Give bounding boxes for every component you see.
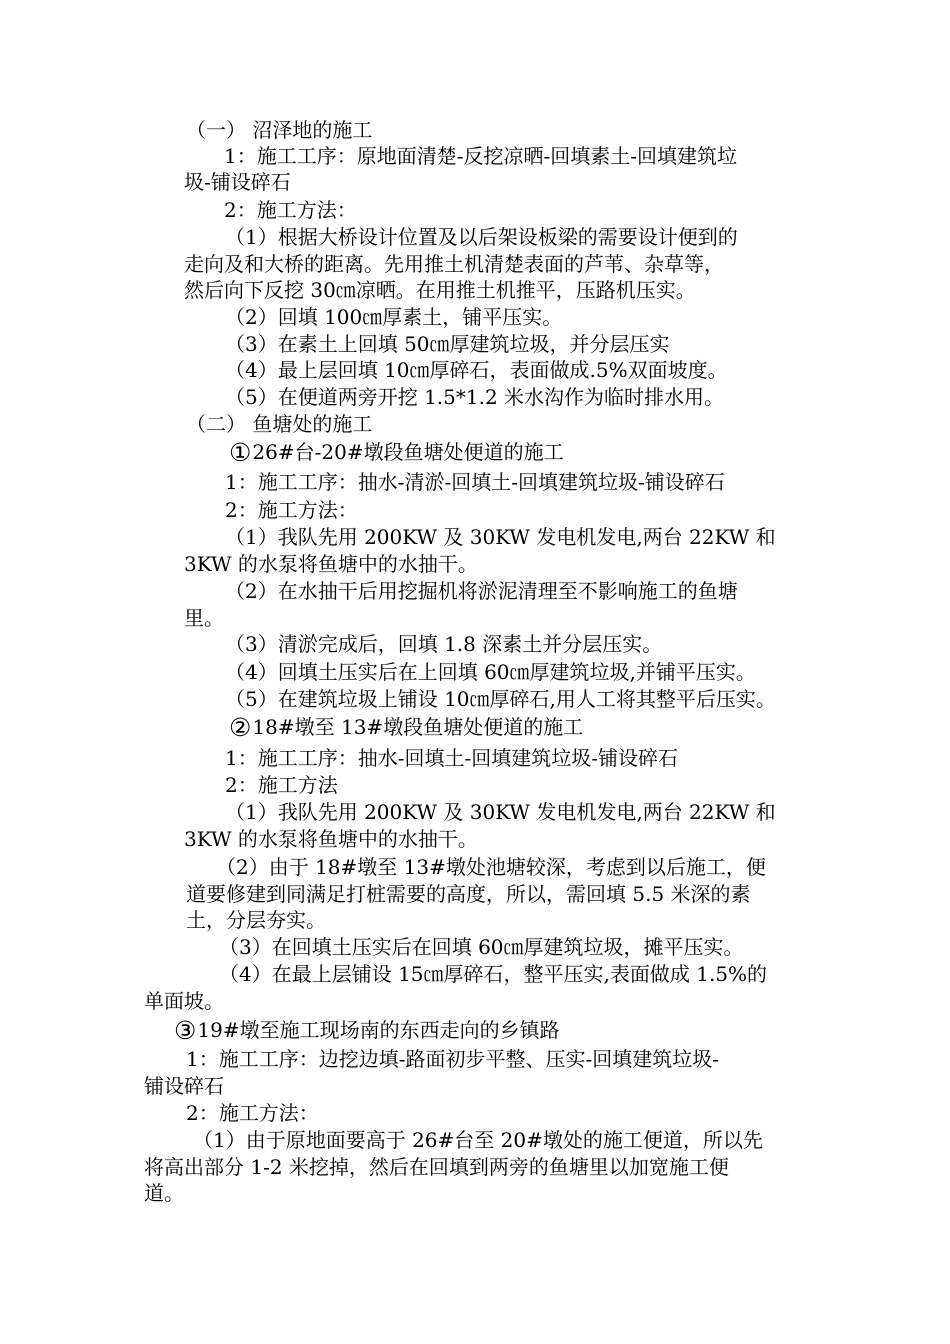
paragraph-line: 圾-铺设碎石 — [184, 170, 291, 194]
paragraph-line: 道要修建到同满足打桩需要的高度，所以，需回填 5.5 米深的素 — [186, 882, 751, 906]
paragraph-line: 铺设碎石 — [144, 1074, 224, 1098]
paragraph-line: （5）在建筑垃圾上铺设 10㎝厚碎石,用人工将其整平后压实。 — [225, 687, 776, 711]
paragraph-line: （3）在素土上回填 50㎝厚建筑垃圾，并分层压实 — [225, 332, 670, 356]
paragraph-line: 1：施工工序：原地面清楚-反挖凉晒-回填素土-回填建筑垃 — [224, 144, 737, 168]
paragraph-line: （4）回填土压实后在上回填 60㎝厚建筑垃圾,并铺平压实。 — [225, 660, 756, 684]
paragraph-line: （3）清淤完成后，回填 1.8 深素土并分层压实。 — [225, 632, 663, 656]
paragraph-line: 1：施工工序：边挖边填-路面初步平整、压实-回填建筑垃圾- — [186, 1047, 719, 1071]
paragraph-line: 3KW 的水泵将鱼塘中的水抽干。 — [184, 827, 478, 851]
paragraph-line: （1）由于原地面要高于 26#台至 20#墩处的施工便道，所以先 — [193, 1128, 763, 1152]
paragraph-line: 里。 — [184, 606, 224, 630]
subsection-title: 26#台-20#墩段鱼塘处便道的施工 — [252, 440, 564, 464]
paragraph-line: 然后向下反挖 30㎝凉晒。在用推土机推平，压路机压实。 — [184, 278, 696, 302]
paragraph-line: 2：施工方法： — [186, 1101, 319, 1125]
paragraph-line: （2）由于 18#墩至 13#墩处池塘较深，考虑到以后施工，便 — [216, 855, 766, 879]
paragraph-line: 单面坡。 — [144, 989, 224, 1013]
subsection-heading-1 — [229, 439, 564, 466]
subsection-heading-2 — [229, 714, 583, 741]
paragraph-line: （4）最上层回填 10㎝厚碎石，表面做成.5%双面坡度。 — [225, 358, 728, 382]
circled-number-marker: ③ — [174, 1016, 197, 1045]
paragraph-line: 1：施工工序：抽水-回填土-回填建筑垃圾-铺设碎石 — [225, 746, 678, 770]
circled-number-marker: ① — [229, 438, 252, 467]
paragraph-line: 道。 — [144, 1181, 184, 1205]
paragraph-line: 2：施工方法 — [225, 773, 338, 797]
paragraph-line: 走向及和大桥的距离。先用推土机清楚表面的芦苇、杂草等， — [184, 252, 724, 276]
section-heading-fishpond: （二） 鱼塘处的施工 — [186, 412, 373, 436]
paragraph-line: （3）在回填土压实后在回填 60㎝厚建筑垃圾，摊平压实。 — [219, 935, 744, 959]
section-heading-swamp: （一） 沼泽地的施工 — [186, 118, 373, 142]
paragraph-line: 3KW 的水泵将鱼塘中的水抽干。 — [184, 552, 478, 576]
subsection-heading-3 — [174, 1017, 560, 1044]
subsection-title: 18#墩至 13#墩段鱼塘处便道的施工 — [252, 715, 584, 739]
paragraph-line: 土，分层夯实。 — [186, 908, 326, 932]
paragraph-line: （4）在最上层铺设 15㎝厚碎石，整平压实,表面做成 1.5%的 — [219, 962, 768, 986]
paragraph-line: （1）根据大桥设计位置及以后架设板梁的需要设计便到的 — [225, 225, 738, 249]
subsection-title: 19#墩至施工现场南的东西走向的乡镇路 — [197, 1018, 560, 1042]
paragraph-line: （2）回填 100㎝厚素土，铺平压实。 — [225, 305, 563, 329]
paragraph-line: （2）在水抽干后用挖掘机将淤泥清理至不影响施工的鱼塘 — [225, 579, 738, 603]
paragraph-line: （5）在便道两旁开挖 1.5*1.2 米水沟作为临时排水用。 — [225, 385, 725, 409]
paragraph-line: 2：施工方法： — [224, 198, 357, 222]
paragraph-line: （1）我队先用 200KW 及 30KW 发电机发电,两台 22KW 和 — [225, 800, 776, 824]
paragraph-line: 2：施工方法： — [225, 498, 358, 522]
circled-number-marker: ② — [229, 713, 252, 742]
paragraph-line: 1：施工工序：抽水-清淤-回填土-回填建筑垃圾-铺设碎石 — [225, 470, 725, 494]
paragraph-line: 将高出部分 1-2 米挖掉，然后在回填到两旁的鱼塘里以加宽施工便 — [144, 1155, 729, 1179]
paragraph-line: （1）我队先用 200KW 及 30KW 发电机发电,两台 22KW 和 — [225, 525, 776, 549]
